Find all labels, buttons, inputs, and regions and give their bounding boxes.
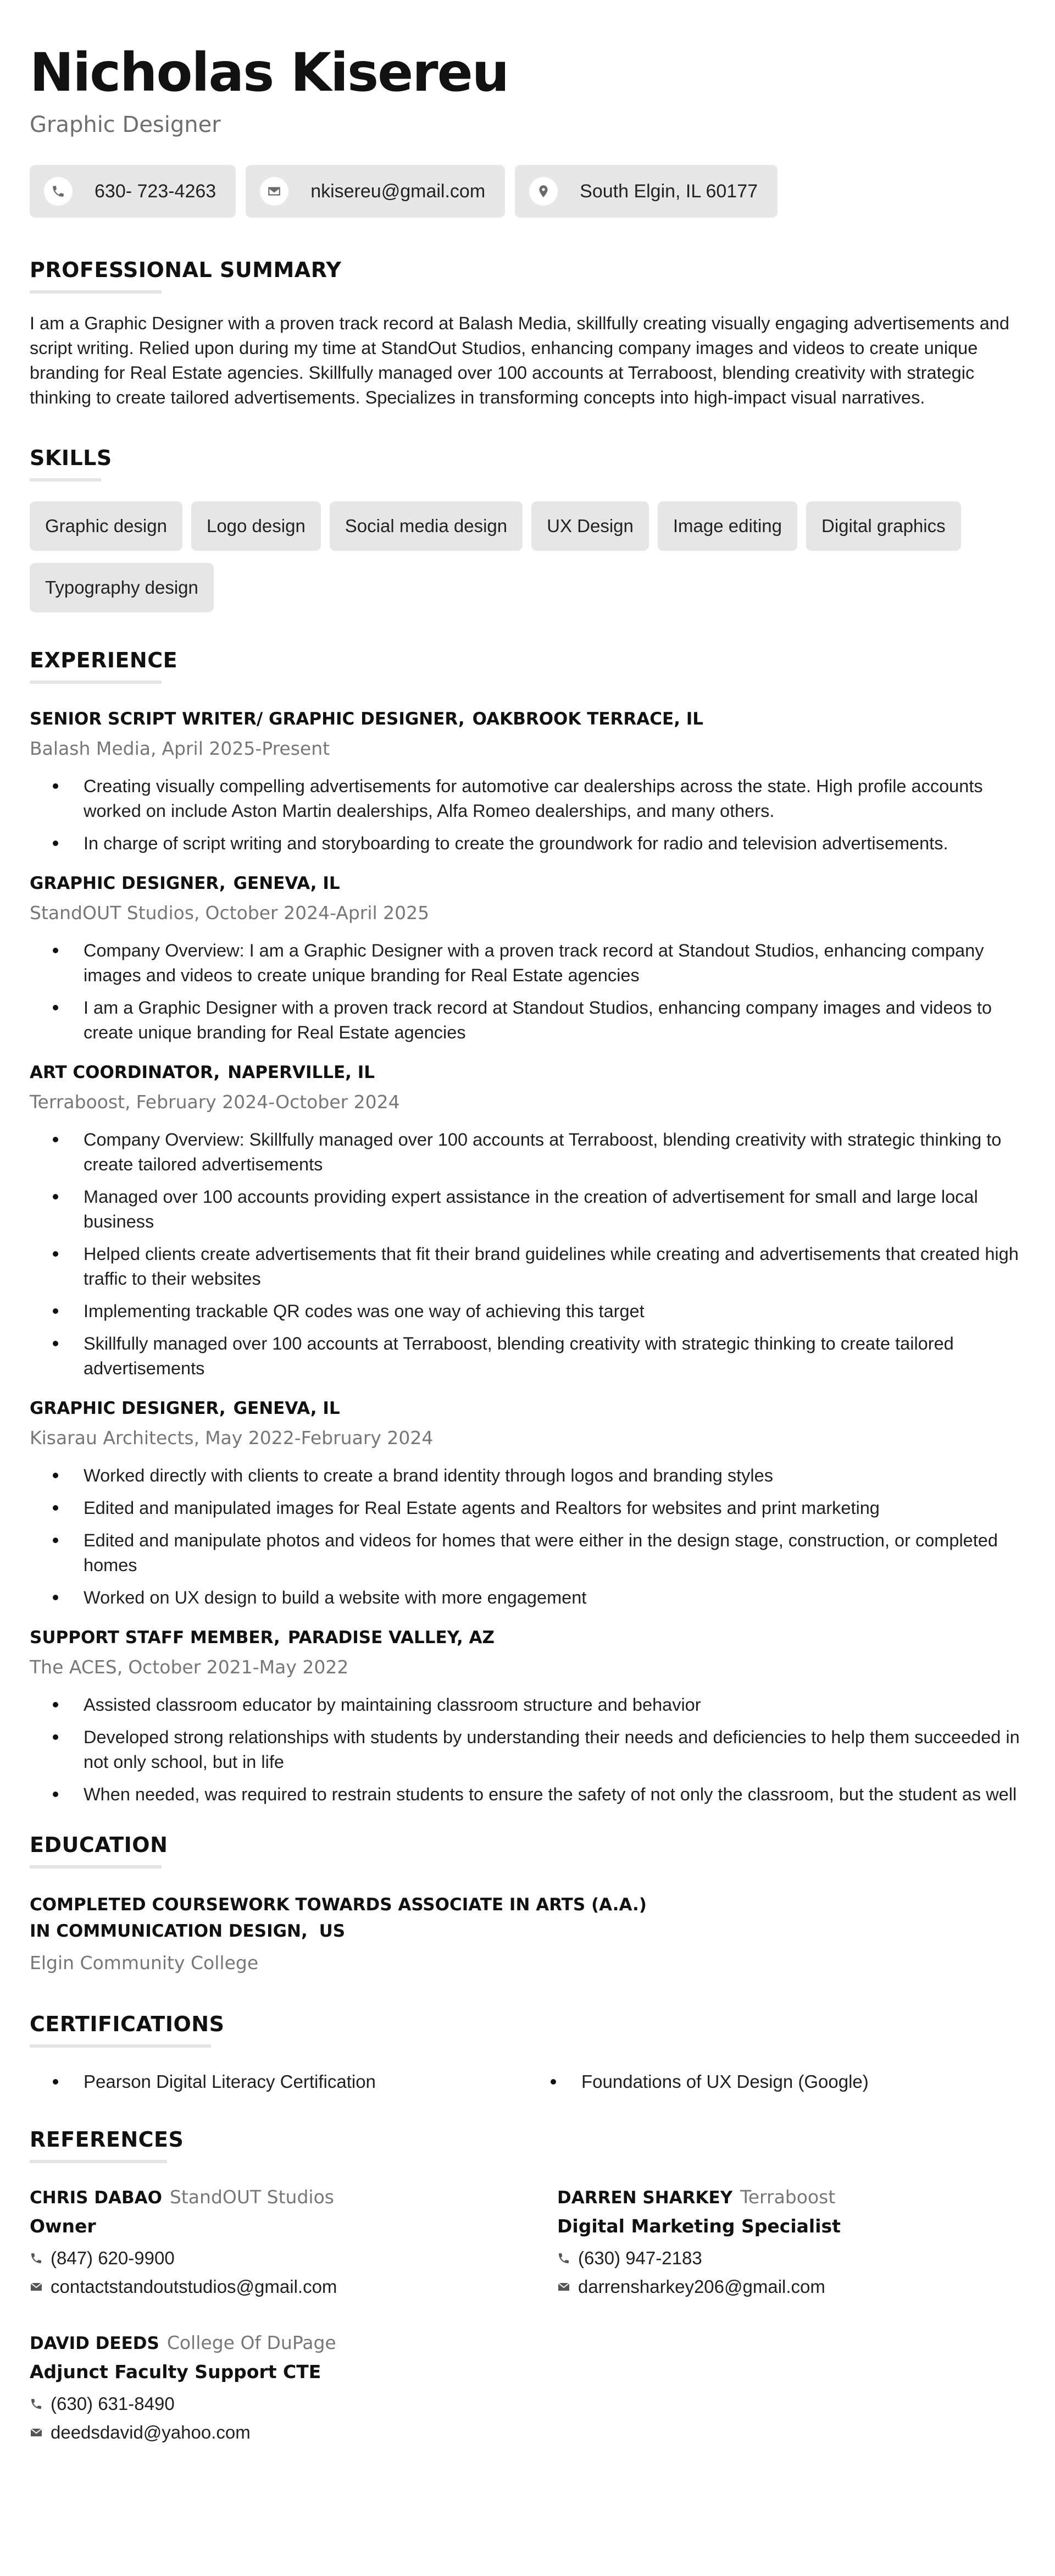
reference-phone-text: (847) 620-9900 <box>51 2248 175 2268</box>
job-company-line <box>30 736 1025 762</box>
reference-email[interactable] <box>30 2274 557 2300</box>
job-position: GRAPHIC DESIGNER, <box>30 874 226 893</box>
job-entry <box>30 871 1025 1045</box>
job-heading <box>30 1396 1025 1420</box>
reference-phone-text: (630) 947-2183 <box>578 2248 702 2268</box>
phone-icon <box>30 2252 43 2265</box>
list-item: In charge of script writing and storyboarding to create the groundwork for radio and television advertisements. <box>30 831 1025 856</box>
job-dates: October 2021-May 2022 <box>128 1656 349 1678</box>
list-item: Assisted classroom educator by maintaining classroom structure and behavior <box>30 1693 1025 1717</box>
list-item: Developed strong relationships with students by understanding their needs and deficiencies to help them succeeded in not only school, but in life <box>30 1725 1025 1775</box>
reference-email-text: deedsdavid@yahoo.com <box>51 2422 251 2442</box>
list-item: Worked directly with clients to create a brand identity through logos and branding styles <box>30 1463 1025 1488</box>
list-item: Worked on UX design to build a website with more engagement <box>30 1585 1025 1610</box>
skill-tag: Social media design <box>330 501 523 551</box>
job-company: The ACES, <box>30 1656 123 1678</box>
job-company-line <box>30 1425 1025 1451</box>
reference-phone[interactable] <box>30 2245 557 2271</box>
list-item: Helped clients create advertisements that fit their brand guidelines while creating and advertisements that created high traffic to their websites <box>30 1242 1025 1291</box>
section-divider <box>30 2160 167 2163</box>
skill-tag: Image editing <box>658 501 797 551</box>
reference-email[interactable] <box>557 2274 1052 2300</box>
contact-email[interactable] <box>246 165 505 218</box>
job-bullets <box>30 774 1025 856</box>
reference-org: StandOUT Studios <box>169 2186 334 2208</box>
skill-tag: UX Design <box>531 501 649 551</box>
job-location: OAKBROOK TERRACE, IL <box>472 709 704 729</box>
education-section <box>30 1831 1025 1976</box>
reference-phone-text: (630) 631-8490 <box>51 2393 175 2414</box>
job-company-line <box>30 900 1025 926</box>
certifications-section <box>30 2010 1025 2094</box>
reference-email-text: contactstandoutstudios@gmail.com <box>51 2276 337 2297</box>
list-item: When needed, was required to restrain students to ensure the safety of not only the classroom, but the student as well <box>30 1782 1025 1807</box>
job-location: GENEVA, IL <box>233 874 340 893</box>
job-company: StandOUT Studios, <box>30 902 200 924</box>
skill-tag: Typography design <box>30 563 214 612</box>
skill-tag: Logo design <box>191 501 321 551</box>
section-title: EXPERIENCE <box>30 648 178 672</box>
mail-icon <box>30 2280 43 2293</box>
list-item: I am a Graphic Designer with a proven track record at Standout Studios, enhancing company images and videos to create unique branding for Real Estate agencies <box>30 996 1025 1045</box>
list-item: Creating visually compelling advertisements for automotive car dealerships across the state. High profile accounts worked on include Aston Martin dealerships, Alfa Romeo dealerships, and many others. <box>30 774 1025 823</box>
section-divider <box>30 1865 162 1869</box>
section-divider <box>30 681 162 684</box>
degree-country: US <box>319 1921 346 1941</box>
summary-section <box>30 256 1025 410</box>
job-entry <box>30 1060 1025 1381</box>
location-pin-icon <box>529 177 558 206</box>
job-bullets <box>30 938 1025 1045</box>
list-item: Foundations of UX Design (Google) <box>528 2070 1025 2094</box>
job-heading <box>30 707 1025 731</box>
job-location: GENEVA, IL <box>233 1398 340 1418</box>
reference-title: Owner <box>30 2215 96 2237</box>
mail-icon <box>260 177 288 206</box>
contact-location-text: South Elgin, IL 60177 <box>580 180 758 202</box>
list-item: Company Overview: Skillfully managed over 100 accounts at Terraboost, blending creativity with strategic thinking to create tailored advertisements <box>30 1127 1025 1177</box>
job-company: Terraboost, <box>30 1091 131 1113</box>
job-company-line <box>30 1089 1025 1115</box>
contact-location <box>515 165 778 218</box>
phone-icon <box>30 2397 43 2411</box>
references-list <box>30 2185 1025 2446</box>
job-dates: February 2024-October 2024 <box>136 1091 400 1113</box>
skill-tag: Digital graphics <box>806 501 961 551</box>
job-location: PARADISE VALLEY, AZ <box>287 1628 495 1648</box>
section-divider <box>30 290 162 294</box>
skills-section <box>30 444 1025 612</box>
section-title: CERTIFICATIONS <box>30 2012 225 2036</box>
references-section <box>30 2126 1025 2446</box>
list-item: Edited and manipulated images for Real Estate agents and Realtors for websites and print marketing <box>30 1496 1025 1521</box>
job-company: Kisarau Architects, <box>30 1427 200 1449</box>
reference-phone[interactable] <box>30 2391 557 2417</box>
reference-card <box>30 2331 557 2446</box>
list-item: Implementing trackable QR codes was one way of achieving this target <box>30 1299 1025 1324</box>
reference-org: College Of DuPage <box>166 2332 336 2353</box>
job-entry <box>30 1396 1025 1610</box>
contact-phone[interactable] <box>30 165 236 218</box>
reference-name: DARREN SHARKEY <box>557 2188 733 2208</box>
contact-bar <box>30 165 1025 218</box>
experience-section <box>30 646 1025 1807</box>
reference-email-text: darrensharkey206@gmail.com <box>578 2276 825 2297</box>
degree-text: COMPLETED COURSEWORK TOWARDS ASSOCIATE IN ARTS (A.A.) IN COMMUNICATION DESIGN, <box>30 1895 647 1941</box>
section-divider <box>30 478 101 482</box>
section-title: REFERENCES <box>30 2127 184 2152</box>
job-heading <box>30 871 1025 895</box>
summary-text: I am a Graphic Designer with a proven track record at Balash Media, skillfully creating visually engaging advertisements and script writing. Relied upon during my time at StandOut Studios, enhancing company images and videos to create unique branding for Real Estate agencies. Skillfully managed over 100 accounts at Terraboost, blending creativity with strategic thinking to create tailored advertisements. Specializes in transforming concepts into high-impact visual narratives. <box>30 313 1009 407</box>
job-position: ART COORDINATOR, <box>30 1063 220 1082</box>
skills-list <box>30 501 1025 612</box>
contact-email-text: nkisereu@gmail.com <box>310 180 486 202</box>
job-entry <box>30 1626 1025 1807</box>
job-bullets <box>30 1127 1025 1381</box>
contact-phone-text: 630- 723-4263 <box>95 180 216 202</box>
job-bullets <box>30 1463 1025 1610</box>
skill-tag: Graphic design <box>30 501 182 551</box>
reference-card <box>30 2185 557 2300</box>
job-dates: April 2025-Present <box>162 738 330 759</box>
job-position: SUPPORT STAFF MEMBER, <box>30 1628 280 1648</box>
list-item: Edited and manipulate photos and videos for homes that were either in the design stage, construction, or completed homes <box>30 1528 1025 1578</box>
reference-name: CHRIS DABAO <box>30 2188 162 2208</box>
phone-icon <box>44 177 73 206</box>
education-degree <box>30 1892 656 1944</box>
job-heading <box>30 1060 1025 1085</box>
reference-email[interactable] <box>30 2419 557 2446</box>
education-school: Elgin Community College <box>30 1952 259 1974</box>
list-item: Skillfully managed over 100 accounts at Terraboost, blending creativity with strategic thinking to create tailored advertisements <box>30 1331 1025 1381</box>
section-divider <box>30 2044 211 2048</box>
mail-icon <box>557 2280 570 2293</box>
candidate-role: Graphic Designer <box>30 112 221 137</box>
reference-org: Terraboost <box>740 2186 836 2208</box>
job-bullets <box>30 1693 1025 1807</box>
job-dates: October 2024-April 2025 <box>205 902 430 924</box>
reference-name: DAVID DEEDS <box>30 2334 159 2353</box>
certifications-list <box>30 2070 1025 2094</box>
reference-card <box>557 2185 1052 2300</box>
section-title: EDUCATION <box>30 1833 168 1857</box>
job-entry <box>30 707 1025 856</box>
job-company: Balash Media, <box>30 738 157 759</box>
job-company-line <box>30 1654 1025 1681</box>
section-title: PROFESSIONAL SUMMARY <box>30 258 342 282</box>
list-item: Pearson Digital Literacy Certification <box>30 2070 528 2094</box>
job-position: GRAPHIC DESIGNER, <box>30 1398 226 1418</box>
phone-icon <box>557 2252 570 2265</box>
reference-name-line <box>30 2331 557 2356</box>
job-position: SENIOR SCRIPT WRITER/ GRAPHIC DESIGNER, <box>30 709 465 729</box>
candidate-name: Nicholas Kisereu <box>30 42 509 103</box>
job-location: NAPERVILLE, IL <box>227 1063 375 1082</box>
reference-name-line <box>30 2185 557 2210</box>
list-item: Company Overview: I am a Graphic Designer with a proven track record at Standout Studios, enhancing company images and videos to create unique branding for Real Estate agencies <box>30 938 1025 988</box>
mail-icon <box>30 2426 43 2439</box>
reference-name-line <box>557 2185 1052 2210</box>
list-item: Managed over 100 accounts providing expert assistance in the creation of advertisement for small and large local business <box>30 1185 1025 1234</box>
reference-title: Adjunct Faculty Support CTE <box>30 2361 321 2382</box>
section-title: SKILLS <box>30 446 112 470</box>
job-heading <box>30 1626 1025 1650</box>
reference-title: Digital Marketing Specialist <box>557 2215 841 2237</box>
reference-phone[interactable] <box>557 2245 1052 2271</box>
job-dates: May 2022-February 2024 <box>205 1427 434 1449</box>
